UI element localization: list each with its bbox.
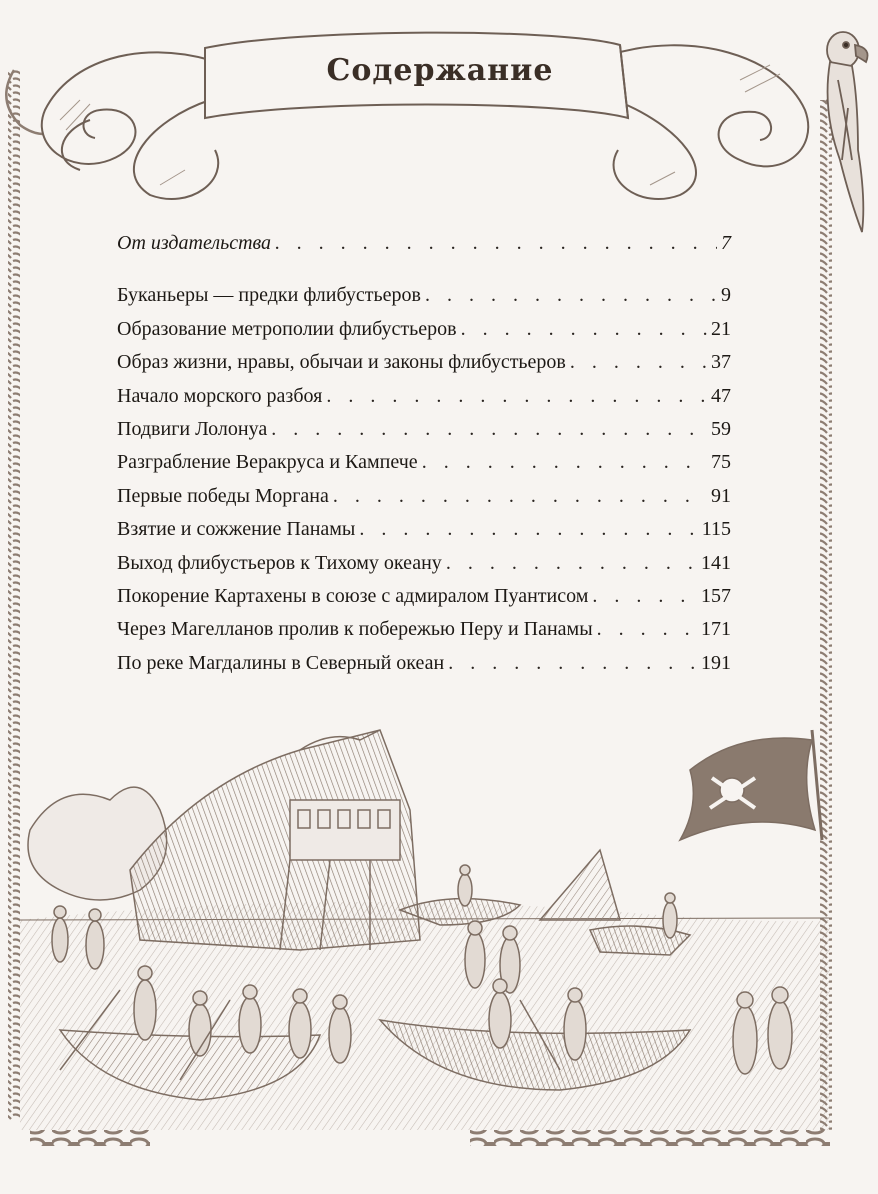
toc-entry-title: Образование метрополии флибустьеров — [117, 317, 457, 340]
toc-entry-page: 191 — [701, 651, 731, 674]
toc-leader-dots — [359, 518, 697, 541]
toc-entry-title: Образ жизни, нравы, обычаи и законы флибустьеров — [117, 351, 566, 374]
harbor-engraving-illustration — [0, 690, 878, 1194]
toc-entry — [117, 518, 731, 551]
page-title: Содержание — [326, 52, 554, 88]
toc-entry — [117, 318, 731, 351]
toc-leader-dots — [461, 318, 707, 341]
toc-leader-dots — [326, 385, 707, 408]
parrot-illustration — [827, 32, 868, 232]
toc-entry — [117, 585, 731, 618]
toc-entry-title: Первые победы Моргана — [117, 484, 329, 507]
toc-entry — [117, 485, 731, 518]
toc-leader-dots — [422, 451, 707, 474]
toc-leader-dots — [446, 552, 697, 575]
toc-entry-title: Взятие и сожжение Панамы — [117, 518, 356, 541]
toc-entry-title: Подвиги Лолонуа — [117, 417, 268, 440]
toc-entry-title: По реке Магдалины в Северный океан — [117, 651, 445, 674]
toc-leader-dots — [448, 652, 697, 675]
toc-entry-page: 7 — [721, 232, 731, 254]
toc-entry — [117, 652, 731, 685]
toc-leader-dots — [597, 618, 697, 641]
toc-entry-preface — [117, 232, 731, 265]
toc-entry-page: 37 — [711, 351, 731, 374]
toc-entry-title: Через Магелланов пролив к побережью Перу и Панамы — [117, 618, 593, 641]
toc-leader-dots — [271, 418, 707, 441]
toc-entry-page: 115 — [701, 518, 731, 541]
toc-entry-title: От издательства — [117, 232, 272, 254]
toc-leader-dots — [570, 351, 707, 374]
toc-entry — [117, 552, 731, 585]
pirate-flag — [680, 730, 822, 840]
toc-entry-page: 157 — [701, 584, 731, 607]
toc-leader-dots — [275, 232, 717, 255]
toc-entry-page: 47 — [711, 384, 731, 407]
toc-entry-page: 91 — [711, 484, 731, 507]
ship-hull — [130, 730, 420, 950]
toc-entry — [117, 451, 731, 484]
toc-entry-title: Буканьеры — предки флибустьеров — [117, 284, 421, 307]
toc-entry-page: 59 — [711, 417, 731, 440]
toc-entry-title: Выход флибустьеров к Тихому океану — [117, 551, 442, 574]
toc-leader-dots — [592, 585, 697, 608]
toc-entry — [117, 418, 731, 451]
toc-entry-title: Разграбление Веракруса и Кампече — [117, 451, 418, 474]
toc-entry — [117, 385, 731, 418]
toc-entry-page: 9 — [721, 284, 731, 307]
toc-entry-page: 75 — [711, 451, 731, 474]
toc-entry — [117, 351, 731, 384]
toc-entry — [117, 618, 731, 651]
toc-entry-page: 141 — [701, 551, 731, 574]
toc-entry-page: 21 — [711, 317, 731, 340]
toc-leader-dots — [333, 485, 707, 508]
toc-entry — [117, 284, 731, 317]
toc-leader-dots — [425, 284, 717, 307]
toc-entry-title: Начало морского разбоя — [117, 384, 323, 407]
table-of-contents — [117, 232, 731, 685]
toc-entry-page: 171 — [701, 618, 731, 641]
toc-entry-title: Покорение Картахены в союзе с адмиралом Пуантисом — [117, 584, 589, 607]
